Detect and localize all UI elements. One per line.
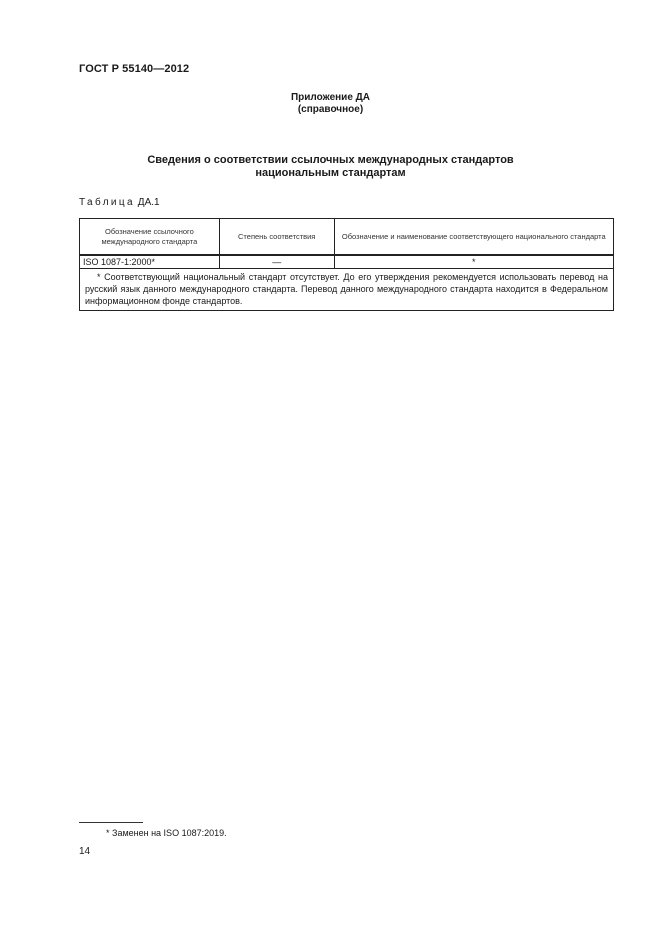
table-label bbox=[79, 197, 160, 208]
cell-international-standard: ISO 1087-1:2000* bbox=[80, 255, 220, 269]
standards-table bbox=[79, 218, 614, 311]
column-header-international-standard: Обозначение ссылочного международного стандарта bbox=[80, 219, 220, 256]
page-number: 14 bbox=[79, 846, 91, 857]
appendix-type: (справочное) bbox=[297, 104, 364, 115]
footnote-divider bbox=[79, 822, 143, 823]
footnote: * Заменен на ISO 1087:2019. bbox=[106, 828, 227, 838]
table-row bbox=[80, 255, 614, 269]
table-header-row bbox=[80, 219, 614, 256]
column-header-degree-of-conformity: Степень соответствия bbox=[219, 219, 334, 256]
column-header-national-standard: Обозначение и наименование соответствующего национального стандарта bbox=[334, 219, 613, 256]
table-label-number: ДА.1 bbox=[137, 197, 160, 208]
document-code: ГОСТ Р 55140—2012 bbox=[79, 63, 190, 75]
cell-national-standard: * bbox=[334, 255, 613, 269]
section-title-line-2: национальным стандартам bbox=[255, 167, 406, 179]
appendix-title: Приложение ДА bbox=[290, 92, 371, 103]
section-title-line-1: Сведения о соответствии ссылочных международных стандартов bbox=[147, 154, 514, 166]
table-label-word: Таблица bbox=[79, 197, 136, 208]
table-note: * Соответствующий национальный стандарт отсутствует. До его утверждения рекомендуется использовать перевод на русский язык данного международного стандарта. Перевод данного международного стандарта находится в Федеральном информационном фонде стандартов. bbox=[80, 269, 614, 311]
cell-degree-of-conformity: — bbox=[219, 255, 334, 269]
section-title bbox=[100, 154, 561, 180]
appendix-heading bbox=[0, 92, 661, 116]
table-note-row bbox=[80, 269, 614, 311]
